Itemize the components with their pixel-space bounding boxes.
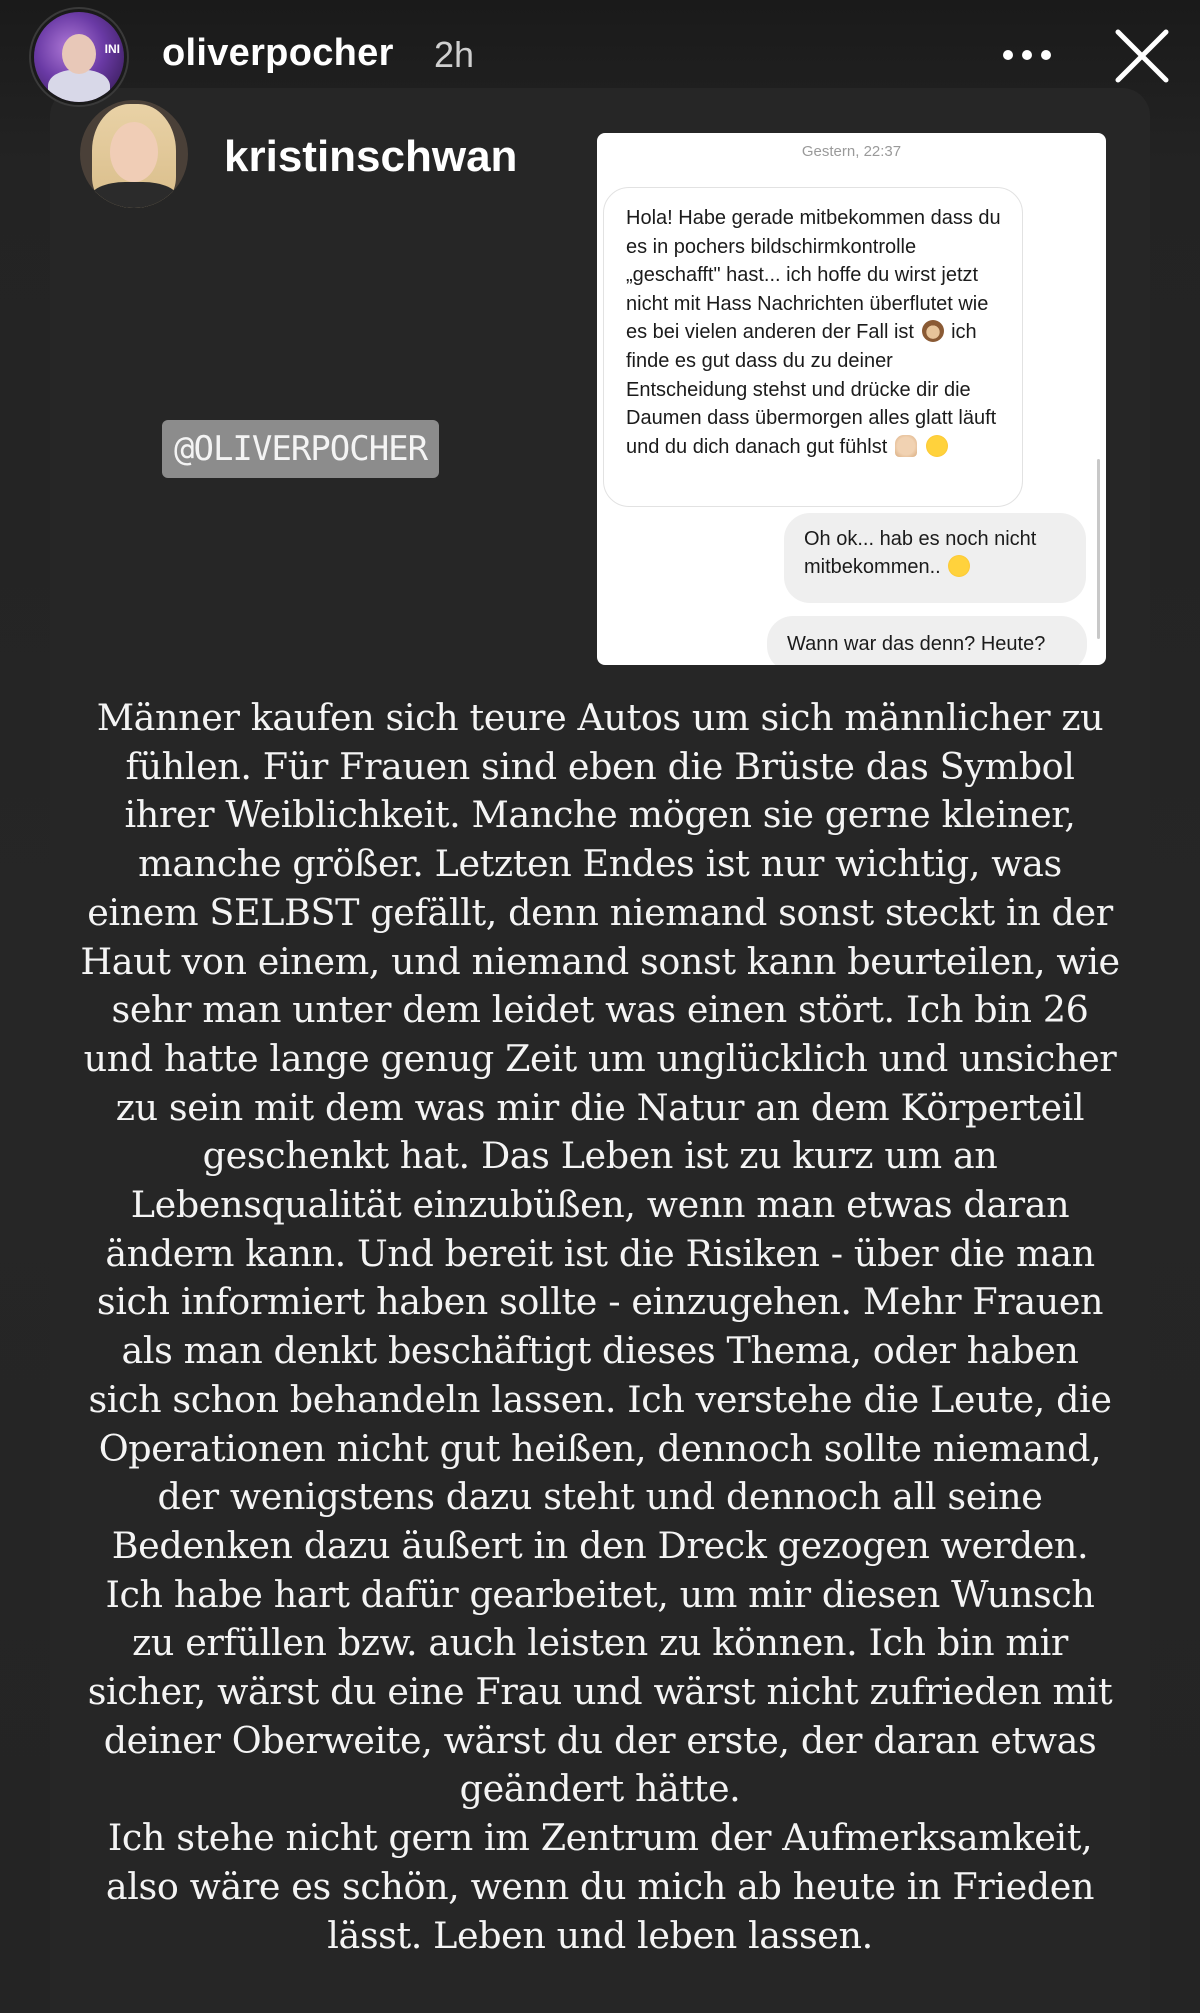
chat-scrollbar[interactable] <box>1097 459 1100 639</box>
outgoing-message-text: Oh ok... hab es noch nicht mitbekommen.. <box>804 528 1037 578</box>
outgoing-message-bubble <box>767 616 1087 665</box>
avatar[interactable] <box>34 12 124 102</box>
incoming-message-text-1: Hola! Habe gerade mitbekommen dass du es in pochers bildschirmkontrolle „geschafft" hast... ich hoffe du wirst jetzt nicht mit Hass Nachrichten überflutet wie es bei vielen anderen der Fall ist <box>626 207 1001 344</box>
folded-hands-emoji-icon <box>895 435 917 457</box>
story-text-paragraph-1: Männer kaufen sich teure Autos um sich männlicher zu fühlen. Für Frauen sind eben die Brüste das Symbol ihrer Weiblichkeit. Manche mögen sie gerne kleiner, manche größer. Letzten Endes ist nur wichtig, was einem SELBST gefällt, denn niemand sonst steckt in der Haut von einem, und niemand sonst kann beurteilen, wie sehr man unter dem leidet was einen stört. Ich bin 26 und hatte lange genug Zeit um unglücklich und unsicher zu sein mit dem was mir die Natur an dem Körperteil geschenkt hat. Das Leben ist zu kurz um an Lebensqualität einzubüßen, wenn man etwas daran ändern kann. Und bereit ist die Risiken - über die man sich informiert haben sollte - einzugehen. Mehr Frauen als man denkt beschäftigt dieses Thema, oder haben sich schon behandeln lassen. Ich verstehe die Leute, die Operationen nicht gut heißen, dennoch sollte niemand, der wenigstens dazu steht und dennoch all seine Bedenken dazu äußert in den Dreck gezogen werden. Ich habe hart dafür gearbeitet, um mir diesen Wunsch zu erfüllen bzw. auch leisten zu können. Ich bin mir sicher, wärst du eine Frau und wärst nicht zufrieden mit deiner Oberweite, wärst du der erste, der daran etwas geändert hätte. <box>80 696 1120 1811</box>
outgoing-message-bubble <box>784 513 1086 603</box>
outgoing-message-text: Wann war das denn? Heute? <box>787 633 1046 655</box>
story-username[interactable]: oliverpocher <box>162 32 394 74</box>
story-header <box>0 0 1200 115</box>
story-timestamp: 2h <box>434 34 475 75</box>
shared-avatar-top <box>90 182 178 208</box>
incoming-message-bubble <box>603 187 1023 507</box>
shared-post-avatar[interactable] <box>80 100 188 208</box>
see-no-evil-monkey-emoji-icon <box>922 320 944 342</box>
more-horizontal-icon[interactable] <box>1000 40 1054 70</box>
avatar-figure-face <box>62 34 96 74</box>
grinning-sweat-emoji-icon <box>948 555 970 577</box>
chat-date: Gestern, 22:37 <box>801 143 902 160</box>
incoming-message-text-2: ich finde es gut dass du zu deiner Entscheidung stehst und drücke dir die Daumen dass übermorgen alles glatt läuft und du dich danach gut fühlst <box>626 321 997 458</box>
avatar-tag-text: INI <box>104 42 120 56</box>
story-text-paragraph-2: Ich stehe nicht gern im Zentrum der Aufmerksamkeit, also wäre es schön, wenn du mich ab heute in Frieden lässt. Leben und leben lassen. <box>105 1816 1095 1957</box>
story-text <box>80 694 1120 1960</box>
shared-avatar-face <box>110 122 158 182</box>
avatar-figure-body <box>48 70 110 102</box>
chat-screenshot <box>597 133 1106 665</box>
shared-post-username[interactable]: kristinschwan <box>224 132 518 181</box>
close-icon[interactable] <box>1112 26 1172 86</box>
mention-sticker[interactable]: @OLIVERPOCHER <box>162 420 439 478</box>
smiling-face-emoji-icon <box>926 435 948 457</box>
